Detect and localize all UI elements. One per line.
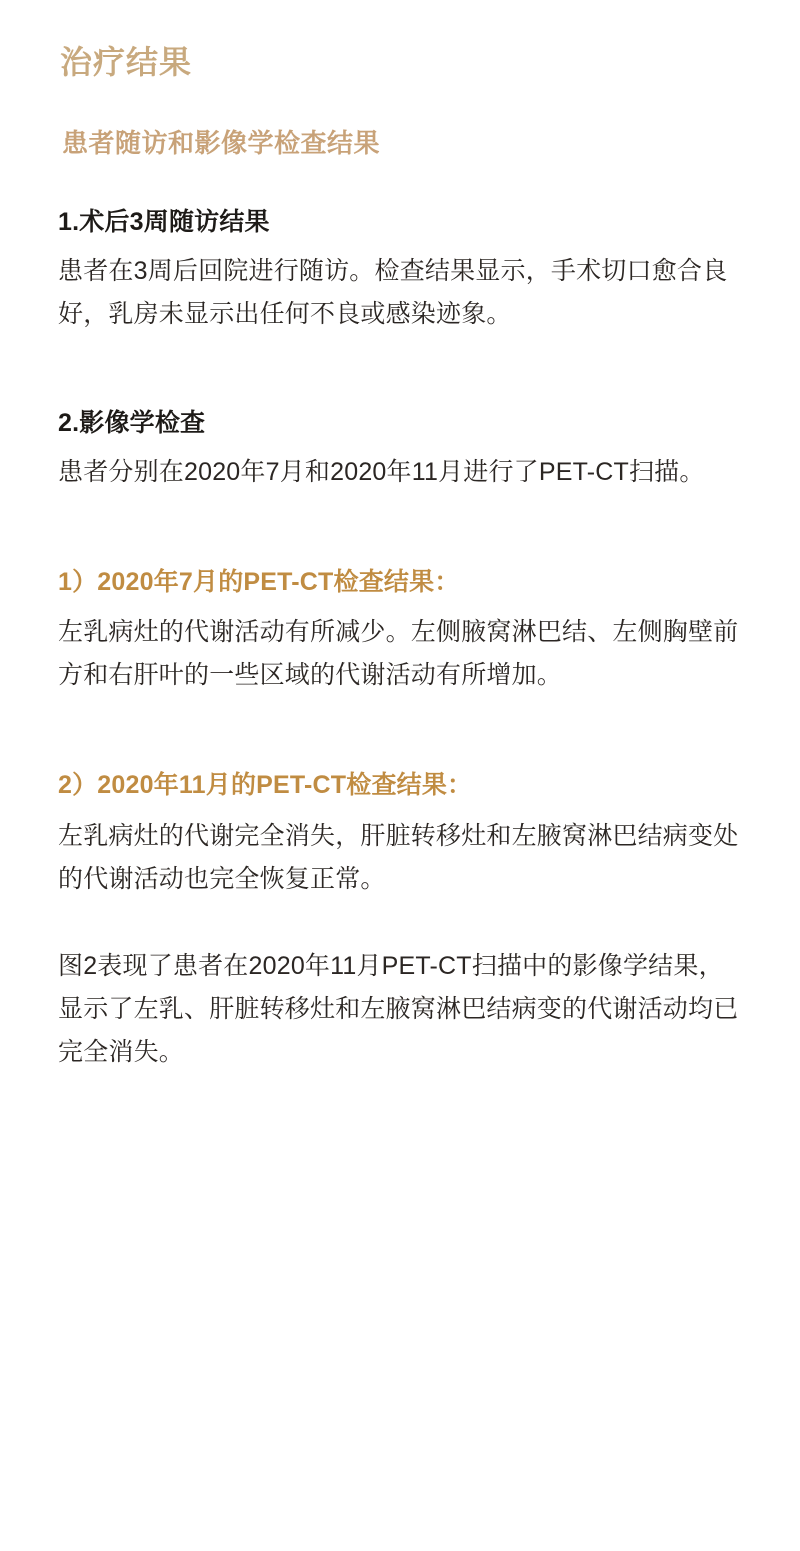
subheading-followup: 1.术后3周随访结果 (58, 207, 270, 236)
spacer (56, 494, 744, 520)
paragraph-figure-description: 图2表现了患者在2020年11月PET-CT扫描中的影像学结果，显示了左乳、肝脏转移灶和左腋窝淋巴结病变的代谢活动均已完全消失。 (58, 951, 739, 1066)
subheading-imaging: 2.影像学检查 (58, 408, 206, 437)
finding-heading-november: 2）2020年11月的PET-CT检查结果： (58, 771, 473, 800)
paragraph-imaging: 患者分别在2020年7月和2020年11月进行了PET-CT扫描。 (58, 457, 705, 486)
section-title: 患者随访和影像学检查结果 (62, 127, 381, 158)
page-title: 治疗结果 (60, 44, 193, 80)
spacer (56, 697, 744, 723)
paragraph-followup: 患者在3周后回院进行随访。检查结果显示，手术切口愈合良好，乳房未显示出任何不良或感染迹象。 (58, 256, 728, 328)
spacer (56, 336, 744, 362)
finding-text-november: 左乳病灶的代谢完全消失，肝脏转移灶和左腋窝淋巴结病变处的代谢活动也完全恢复正常。 (58, 821, 739, 893)
spacer (56, 927, 744, 935)
finding-text-july: 左乳病灶的代谢活动有所减少。左侧腋窝淋巴结、左侧胸壁前方和右肝叶的一些区域的代谢活动有所增加。 (58, 618, 739, 690)
spacer (56, 901, 744, 927)
finding-heading-july: 1）2020年7月的PET-CT检查结果： (58, 567, 460, 596)
